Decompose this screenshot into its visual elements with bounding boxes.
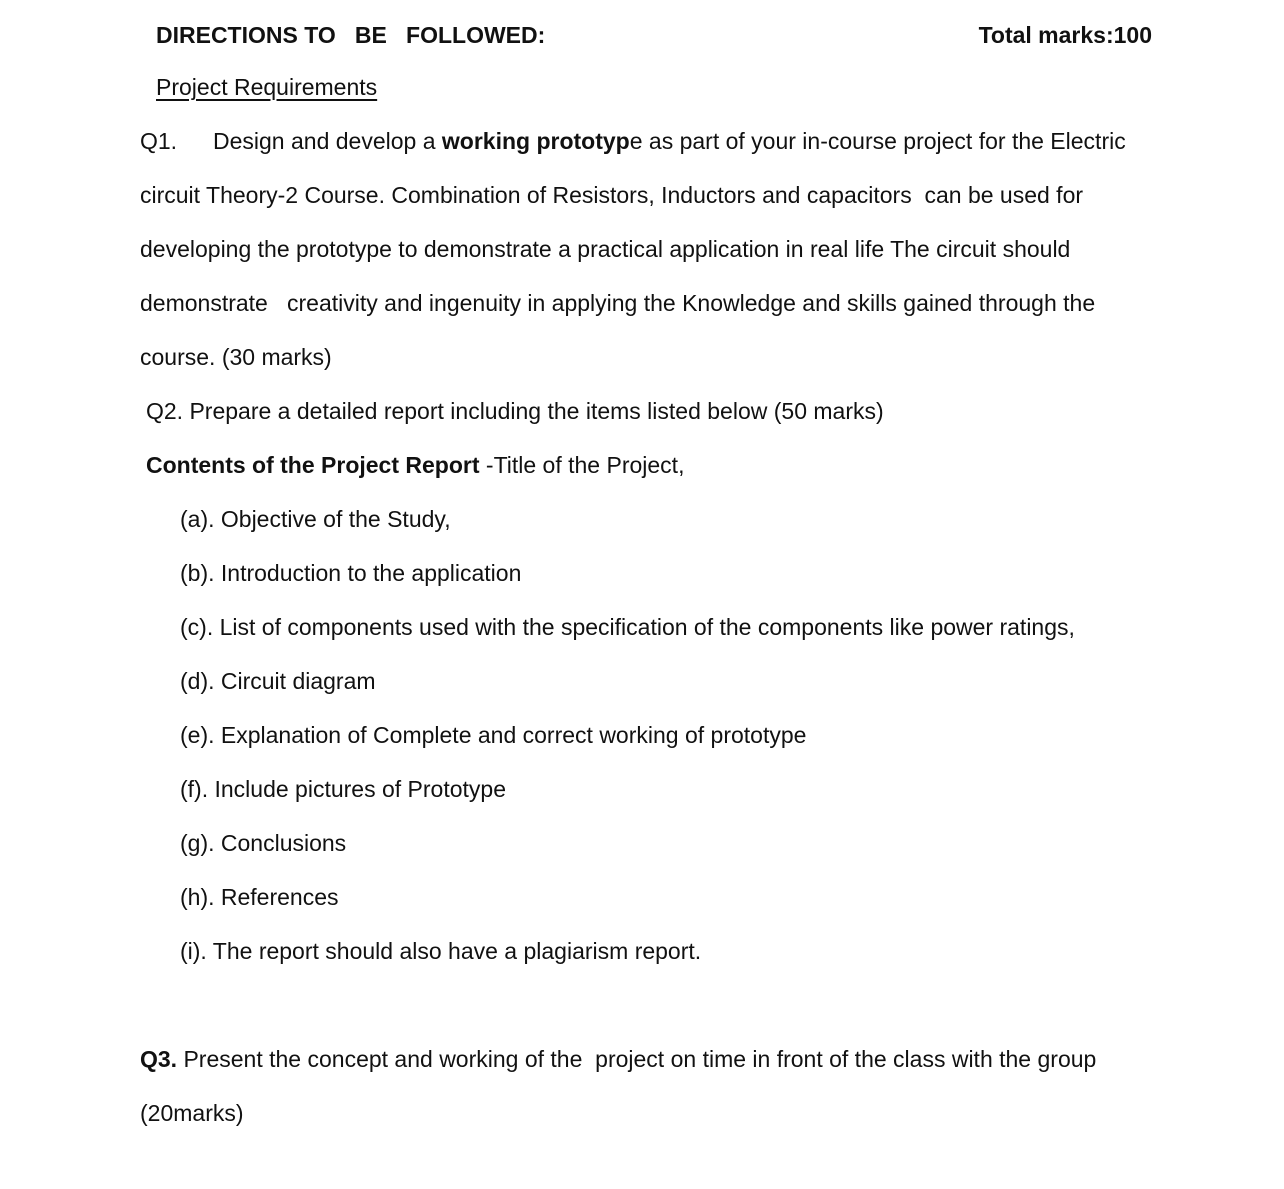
q1-line-5: course. (30 marks) (140, 344, 332, 370)
q3-number: Q3. (140, 1046, 178, 1072)
list-item: (d). Circuit diagram (180, 668, 376, 694)
q1-line-1 (140, 126, 1126, 156)
list-item: (g). Conclusions (180, 830, 347, 856)
total-marks: Total marks:100 (978, 22, 1152, 48)
q3-line-2: (20marks) (140, 1100, 244, 1126)
contents-line (146, 450, 684, 480)
list-item: (f). Include pictures of Prototype (180, 776, 506, 802)
contents-rest: -Title of the Project, (479, 452, 685, 478)
q1-text-pre: Design and develop a (213, 128, 442, 154)
q1-line-2: circuit Theory-2 Course. Combination of Resistors, Inductors and capacitors can be used for (140, 182, 1084, 208)
contents-heading: Contents of the Project Report (146, 452, 480, 478)
project-requirements-heading: Project Requirements (156, 74, 378, 100)
list-item: (a). Objective of the Study, (180, 506, 451, 532)
q3-text: Present the concept and working of the project on time in front of the class with the group (177, 1046, 1097, 1072)
list-item: (c). List of components used with the specification of the components like power ratings, (180, 614, 1075, 640)
q1-line-4: demonstrate creativity and ingenuity in applying the Knowledge and skills gained through the (140, 290, 1096, 316)
list-item: (i). The report should also have a plagiarism report. (180, 938, 702, 964)
list-item: (b). Introduction to the application (180, 560, 522, 586)
list-item: (e). Explanation of Complete and correct working of prototype (180, 722, 807, 748)
q1-text-post: e as part of your in-course project for the Electric (629, 128, 1126, 154)
list-item: (h). References (180, 884, 339, 910)
directions-heading: DIRECTIONS TO BE FOLLOWED: (156, 22, 546, 48)
q3-line-1 (140, 1044, 1096, 1074)
q1-line-3: developing the prototype to demonstrate a practical application in real life The circuit should (140, 236, 1071, 262)
q2-text: Q2. Prepare a detailed report including the items listed below (50 marks) (146, 398, 884, 424)
q1-number: Q1. (140, 128, 178, 154)
q1-text-bold: working prototyp (441, 128, 630, 154)
